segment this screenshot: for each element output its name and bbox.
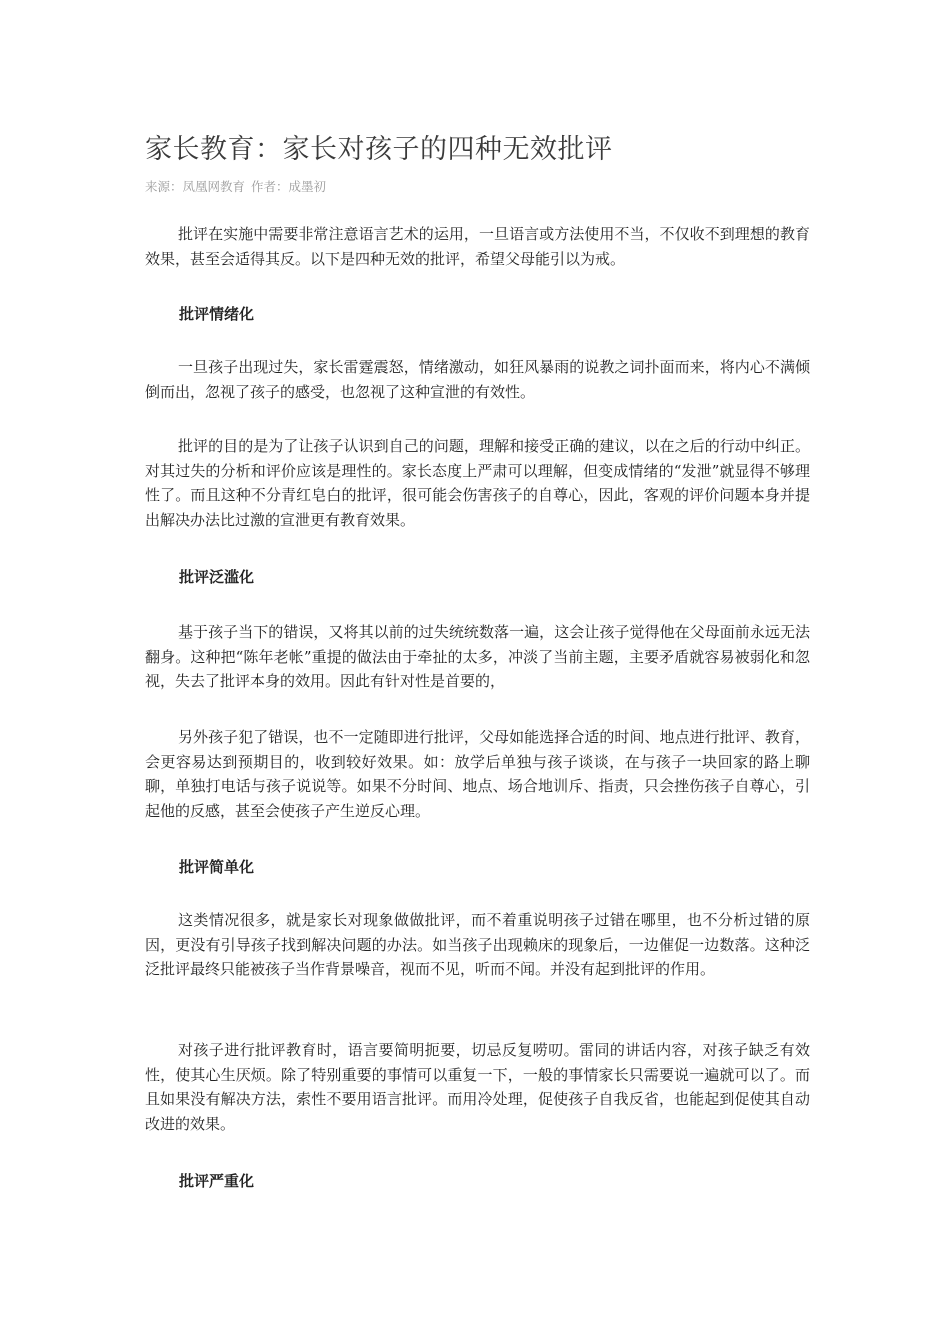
section-heading-4: 批评严重化 — [179, 1172, 255, 1190]
section-1-paragraph-1: 一旦孩子出现过失，家长雷霆震怒，情绪激动，如狂风暴雨的说教之词扑面而来，将内心不满倾倒而出，忽视了孩子的感受，也忽视了这种宣泄的有效性。 — [145, 358, 810, 401]
section-heading-1: 批评情绪化 — [179, 305, 255, 323]
article-meta — [145, 178, 332, 196]
article-author: 作者：成墨初 — [251, 179, 327, 194]
section-heading-3: 批评简单化 — [179, 858, 255, 876]
article-title: 家长教育：家长对孩子的四种无效批评 — [145, 134, 613, 165]
section-3-paragraph-1: 这类情况很多，就是家长对现象做做批评，而不着重说明孩子过错在哪里，也不分析过错的原因，更没有引导孩子找到解决问题的办法。如当孩子出现赖床的现象后，一边催促一边数落。这种泛泛批评最终只能被孩子当作背景噪音，视而不见，听而不闻。并没有起到批评的作用。 — [145, 911, 810, 978]
section-3-paragraph-2: 对孩子进行批评教育时，语言要简明扼要，切忌反复唠叨。雷同的讲话内容，对孩子缺乏有效性，使其心生厌烦。除了特别重要的事情可以重复一下，一般的事情家长只需要说一遍就可以了。而且如果没有解决方法，索性不要用语言批评。而用冷处理，促使孩子自我反省，也能起到促使其自动改进的效果。 — [145, 1041, 810, 1133]
section-1-paragraph-2: 批评的目的是为了让孩子认识到自己的问题，理解和接受正确的建议，以在之后的行动中纠正。对其过失的分析和评价应该是理性的。家长态度上严肃可以理解，但变成情绪的“发泄”就显得不够理性了。而且这种不分青红皂白的批评，很可能会伤害孩子的自尊心，因此，客观的评价问题本身并提出解决办法比过激的宣泄更有教育效果。 — [145, 437, 810, 529]
article-source: 来源：凤凰网教育 — [145, 179, 246, 194]
intro-paragraph: 批评在实施中需要非常注意语言艺术的运用，一旦语言或方法使用不当，不仅收不到理想的教育效果，甚至会适得其反。以下是四种无效的批评，希望父母能引以为戒。 — [145, 225, 810, 268]
section-heading-2: 批评泛滥化 — [179, 568, 255, 586]
section-2-paragraph-1: 基于孩子当下的错误，又将其以前的过失统统数落一遍，这会让孩子觉得他在父母面前永远无法翻身。这种把“陈年老帐”重提的做法由于牵扯的太多，冲淡了当前主题，主要矛盾就容易被弱化和忽视，失去了批评本身的效用。因此有针对性是首要的， — [145, 623, 810, 690]
section-2-paragraph-2: 另外孩子犯了错误，也不一定随即进行批评，父母如能选择合适的时间、地点进行批评、教育，会更容易达到预期目的，收到较好效果。如：放学后单独与孩子谈谈，在与孩子一块回家的路上聊聊，单独打电话与孩子说说等。如果不分时间、地点、场合地训斥、指责，只会挫伤孩子自尊心，引起他的反感，甚至会使孩子产生逆反心理。 — [145, 728, 810, 820]
